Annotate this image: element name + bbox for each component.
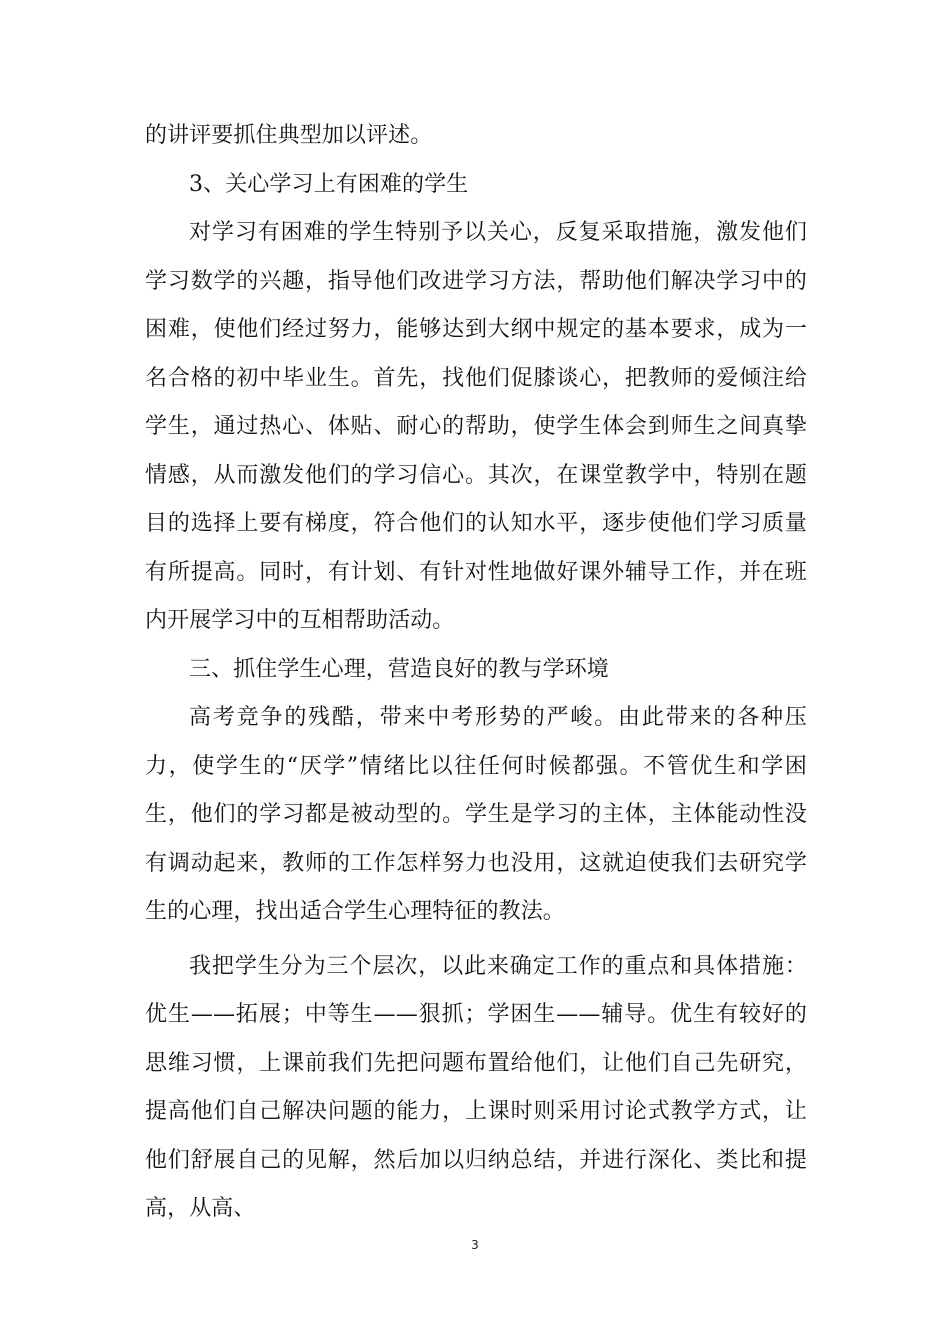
document-body	[145, 112, 807, 1234]
paragraph-continuation: 的讲评要抓住典型加以评述。	[145, 123, 433, 148]
section-heading-psychology: 三、抓住学生心理，营造良好的教与学环境	[189, 656, 609, 682]
paragraph-exam-pressure: 高考竞争的残酷，带来中考形势的严峻。由此带来的各种压力，使学生的“厌学”情绪比以往任何时候都强。不管优生和学困生，他们的学习都是被动型的。学生是学习的主体，主体能动性没有调动起来，教师的工作怎样努力也没用，这就迫使我们去研究学生的心理，找出适合学生心理特征的教法。	[145, 705, 807, 924]
section-heading-3: 3、关心学习上有困难的学生	[189, 171, 469, 197]
page-number: 3	[471, 1238, 479, 1252]
paragraph-struggling-students: 对学习有困难的学生特别予以关心，反复采取措施，激发他们学习数学的兴趣，指导他们改进学习方法，帮助他们解决学习中的困难，使他们经过努力，能够达到大纲中规定的基本要求，成为一名合格的初中毕业生。首先，找他们促膝谈心，把教师的爱倾注给学生，通过热心、体贴、耐心的帮助，使学生体会到师生之间真挚情感，从而激发他们的学习信心。其次，在课堂教学中，特别在题目的选择上要有梯度，符合他们的认知水平，逐步使他们学习质量有所提高。同时，有计划、有针对性地做好课外辅导工作，并在班内开展学习中的互相帮助活动。	[145, 220, 807, 633]
paragraph-student-levels: 我把学生分为三个层次，以此来确定工作的重点和具体措施：优生——拓展；中等生——狠抓；学困生——辅导。优生有较好的思维习惯，上课前我们先把问题布置给他们，让他们自己先研究，提高他们自己解决问题的能力，上课时则采用讨论式教学方式，让他们舒展自己的见解，然后加以归纳总结，并进行深化、类比和提高，从高、	[145, 953, 807, 1221]
